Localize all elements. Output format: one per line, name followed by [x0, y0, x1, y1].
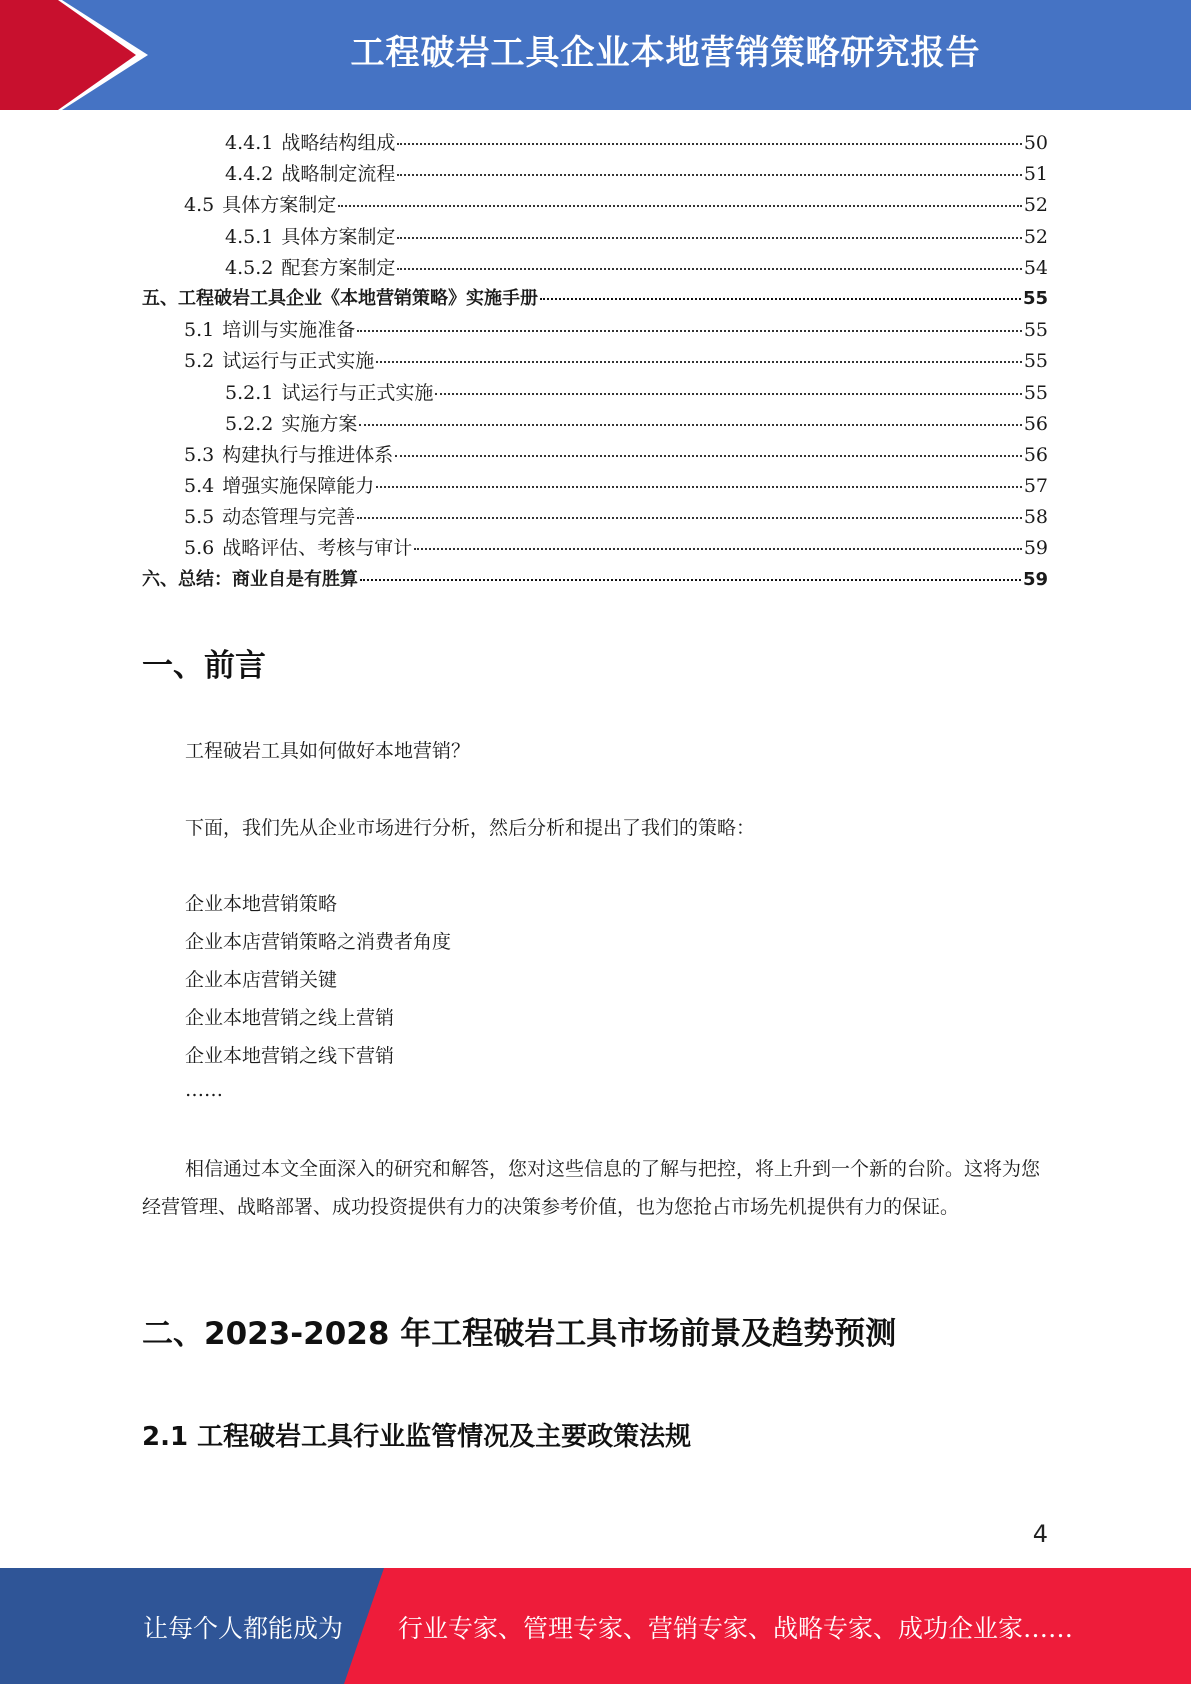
toc-entry-title: 构建执行与推进体系 [222, 443, 394, 466]
toc-dot-leader [359, 424, 1021, 426]
toc-entry[interactable] [142, 159, 1048, 190]
report-title: 工程破岩工具企业本地营销策略研究报告 [350, 33, 981, 73]
page-number: 4 [1032, 1520, 1048, 1548]
toc-entry-page: 52 [1023, 225, 1048, 248]
toc-entry-title: 战略结构组成 [281, 132, 396, 154]
toc-entry[interactable] [142, 565, 1048, 596]
toc-dot-leader [357, 517, 1022, 519]
toc-entry-number: 5.3 [184, 443, 215, 466]
toc-entry-page: 59 [1022, 568, 1048, 590]
toc-entry-title: 培训与实施准备 [222, 319, 356, 342]
page-header [0, 0, 1191, 110]
toc-entry-number: 5.5 [184, 506, 215, 529]
toc-dot-leader [414, 548, 1022, 550]
toc-dot-leader [397, 268, 1021, 270]
toc-entry[interactable] [142, 440, 1048, 471]
toc-dot-leader [357, 330, 1022, 332]
toc-entry-title: 具体方案制定 [281, 225, 396, 248]
toc-entry-number: 4.5.2 [225, 256, 274, 279]
toc-entry-number: 4.5 [184, 194, 215, 217]
toc-dot-leader [540, 298, 1021, 300]
subsection-heading-regulation: 2.1 工程破岩工具行业监管情况及主要政策法规 [142, 1422, 692, 1452]
toc-entry[interactable] [142, 190, 1048, 221]
toc-entry-title: 战略评估、考核与审计 [222, 537, 413, 560]
toc-entry-number: 5.6 [184, 537, 215, 560]
toc-entry-number: 4.4.2 [225, 163, 274, 186]
list-item: 企业本地营销之线下营销 [185, 1045, 395, 1067]
list-item: 企业本地营销策略 [185, 893, 338, 915]
table-of-contents [142, 128, 1048, 596]
toc-dot-leader [435, 393, 1021, 395]
strategy-list [185, 885, 451, 1105]
toc-entry-page: 52 [1023, 194, 1048, 217]
toc-entry-title: 具体方案制定 [222, 194, 337, 217]
toc-entry-title: 试运行与正式实施 [222, 350, 375, 373]
toc-dot-leader [397, 174, 1021, 176]
toc-dot-leader [376, 361, 1022, 363]
toc-entry[interactable] [142, 222, 1048, 253]
toc-entry[interactable] [142, 378, 1048, 409]
toc-entry-page: 59 [1023, 537, 1048, 560]
toc-entry-page: 57 [1023, 475, 1048, 498]
toc-entry-page: 55 [1023, 350, 1048, 373]
toc-entry[interactable] [142, 533, 1048, 564]
toc-dot-leader [397, 237, 1021, 239]
section-heading-preface: 一、前言 [142, 648, 266, 684]
toc-entry-title: 六、总结：商业自是有胜算 [142, 568, 358, 590]
toc-entry[interactable] [142, 471, 1048, 502]
toc-entry[interactable] [142, 128, 1048, 159]
toc-dot-leader [338, 205, 1022, 207]
section-heading-market-outlook: 二、2023-2028 年工程破岩工具市场前景及趋势预测 [142, 1316, 897, 1352]
toc-entry[interactable] [142, 284, 1048, 315]
toc-entry-page: 56 [1023, 412, 1048, 435]
list-item: 企业本店营销策略之消费者角度 [185, 931, 452, 953]
toc-entry-number: 5.4 [184, 475, 215, 498]
toc-entry-number: 5.2.1 [225, 381, 274, 404]
toc-entry-page: 58 [1023, 506, 1048, 529]
toc-entry-title: 五、工程破岩工具企业《本地营销策略》实施手册 [142, 287, 538, 309]
toc-entry[interactable] [142, 315, 1048, 346]
toc-dot-leader [376, 486, 1022, 488]
list-item: 企业本店营销关键 [185, 969, 338, 991]
toc-entry-number: 5.1 [184, 319, 215, 342]
preface-closing: 相信通过本文全面深入的研究和解答，您对这些信息的了解与把控，将上升到一个新的台阶。这将为您经营管理、战略部署、成功投资提供有力的决策参考价值，也为您抢占市场先机提供有力的保证。 [142, 1158, 1041, 1218]
toc-entry-title: 战略制定流程 [281, 163, 396, 186]
toc-entry-number: 5.2 [184, 350, 215, 373]
toc-entry[interactable] [142, 253, 1048, 284]
toc-entry-page: 51 [1023, 163, 1048, 186]
toc-entry-page: 50 [1023, 132, 1048, 154]
toc-dot-leader [397, 143, 1021, 145]
toc-entry-title: 配套方案制定 [281, 256, 396, 279]
list-item: 企业本地营销之线上营销 [185, 1007, 395, 1029]
toc-dot-leader [395, 455, 1022, 457]
toc-entry-title: 增强实施保障能力 [222, 475, 375, 498]
toc-entry-page: 55 [1022, 287, 1048, 309]
header-arrow-decoration [0, 0, 160, 110]
toc-entry-number: 4.5.1 [225, 225, 274, 248]
toc-entry[interactable] [142, 502, 1048, 533]
toc-entry-title: 动态管理与完善 [222, 506, 356, 529]
footer-slogan-right: 行业专家、管理专家、营销专家、战略专家、成功企业家…… [398, 1614, 1074, 1643]
toc-entry-number: 4.4.1 [225, 132, 274, 154]
toc-entry[interactable] [142, 409, 1048, 440]
toc-entry[interactable] [142, 346, 1048, 377]
toc-entry-page: 56 [1023, 443, 1048, 466]
toc-entry-page: 55 [1023, 381, 1048, 404]
toc-entry-page: 54 [1023, 256, 1048, 279]
toc-entry-title: 实施方案 [281, 412, 358, 435]
page-footer [0, 1568, 1191, 1684]
toc-entry-number: 5.2.2 [225, 412, 274, 435]
preface-question: 工程破岩工具如何做好本地营销？ [185, 740, 471, 762]
preface-intro: 下面，我们先从企业市场进行分析，然后分析和提出了我们的策略： [185, 817, 756, 839]
list-item: …… [185, 1079, 223, 1101]
footer-slogan-left: 让每个人都能成为 [143, 1614, 344, 1643]
toc-entry-title: 试运行与正式实施 [281, 381, 434, 404]
toc-dot-leader [360, 579, 1021, 581]
toc-entry-page: 55 [1023, 319, 1048, 342]
